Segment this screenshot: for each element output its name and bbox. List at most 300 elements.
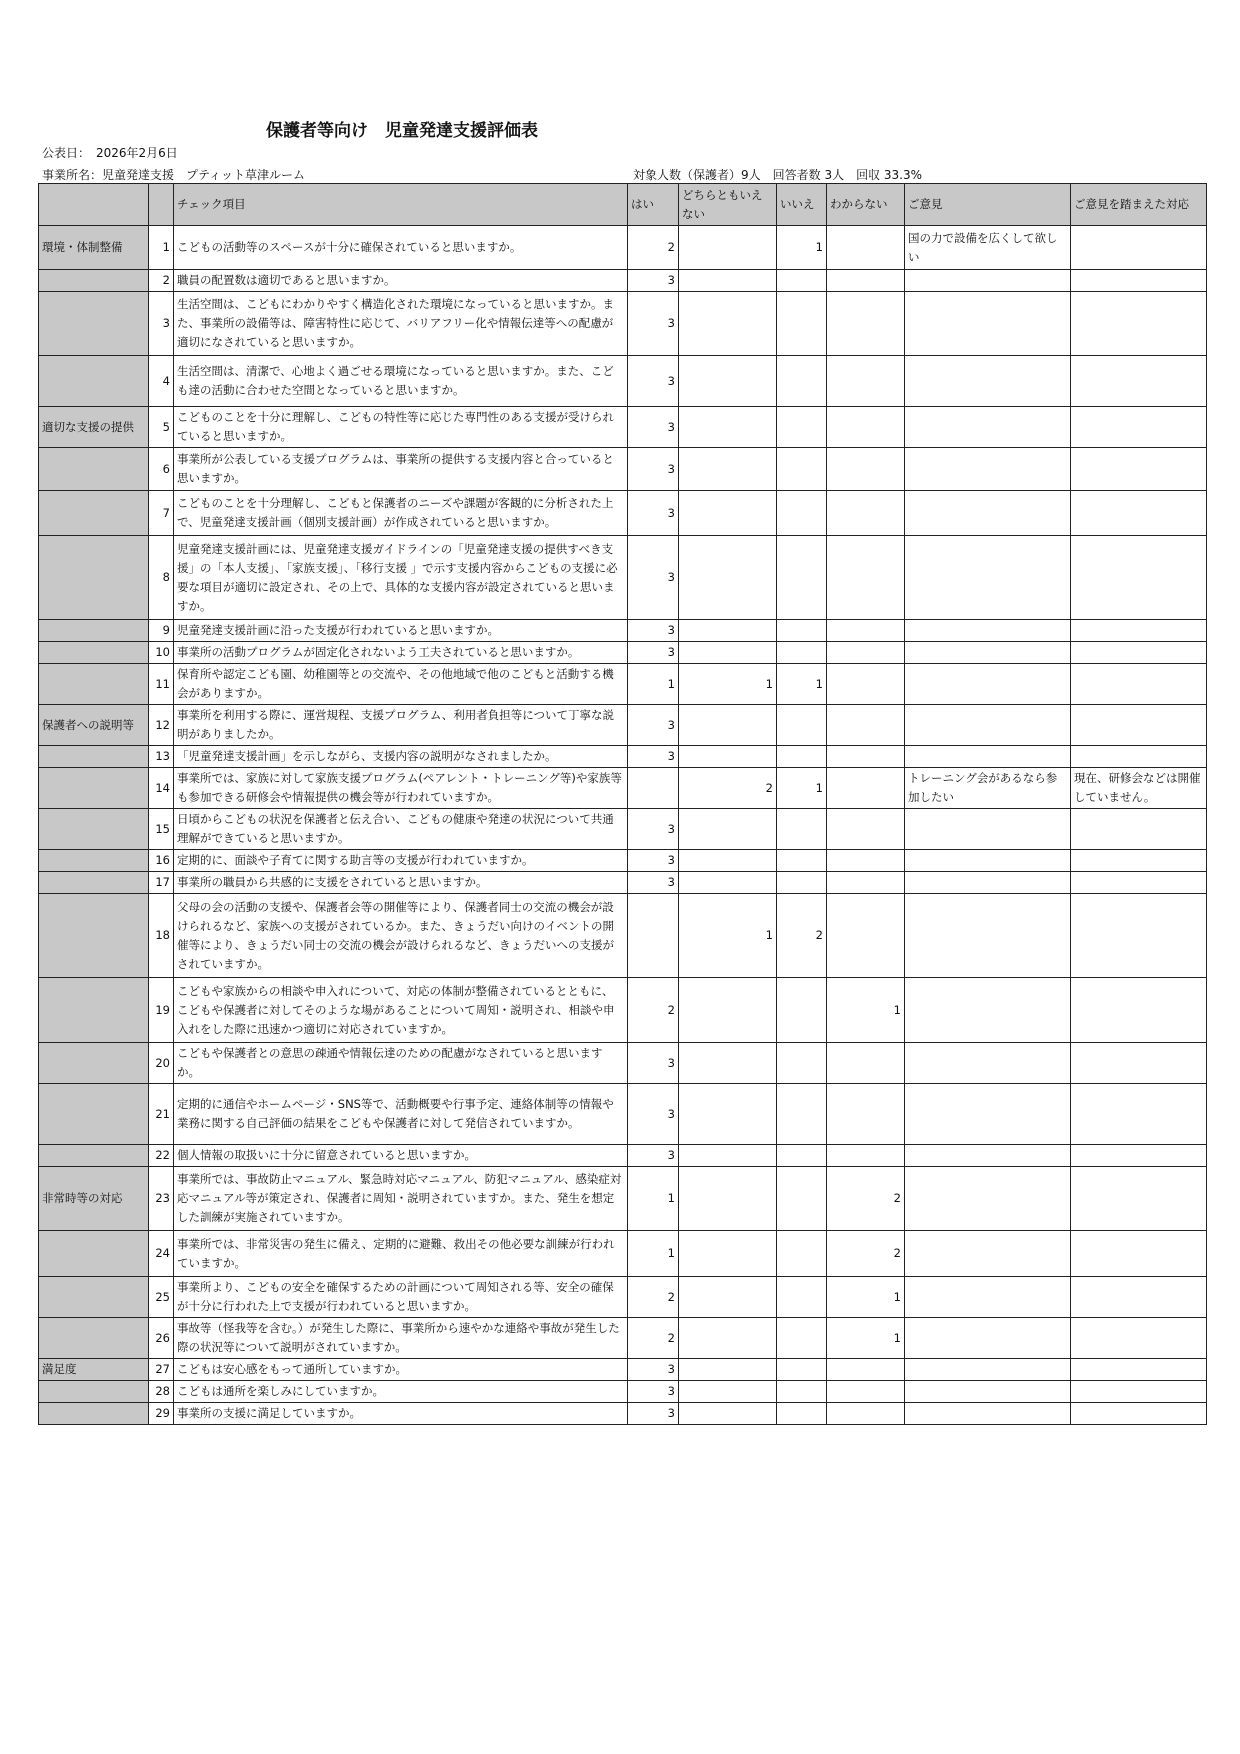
table-row (39, 620, 1207, 642)
item-number: 15 (149, 809, 174, 850)
opinion-cell (905, 270, 1071, 292)
table-row (39, 1231, 1207, 1277)
yes-count: 1 (628, 1167, 679, 1231)
neither-count (679, 1145, 777, 1167)
check-item-text: こどもや保護者との意思の疎通や情報伝達のための配慮がなされていると思いますか。 (174, 1043, 628, 1084)
neither-count (679, 1359, 777, 1381)
office-name: 事業所名：児童発達支援 プティット草津ルーム (42, 168, 306, 182)
unknown-count (827, 1359, 905, 1381)
check-item-text: 保育所や認定こども園、幼稚園等との交流や、その他地域で他のこどもと活動する機会がありますか。 (174, 664, 628, 705)
category-cell (39, 292, 149, 356)
item-number: 19 (149, 978, 174, 1043)
response-stats: 対象人数（保護者）9人 回答者数 3人 回収 33.3% (633, 168, 923, 182)
no-count (777, 1359, 827, 1381)
table-row (39, 1145, 1207, 1167)
neither-count: 1 (679, 664, 777, 705)
table-row (39, 536, 1207, 620)
table-row (39, 978, 1207, 1043)
neither-count: 1 (679, 894, 777, 978)
item-number: 8 (149, 536, 174, 620)
response-cell (1071, 746, 1207, 768)
neither-count (679, 1043, 777, 1084)
table-row (39, 705, 1207, 746)
header-opinion: ご意見 (905, 184, 1071, 226)
yes-count: 3 (628, 746, 679, 768)
item-number: 24 (149, 1231, 174, 1277)
opinion-cell (905, 894, 1071, 978)
neither-count (679, 809, 777, 850)
neither-count (679, 1318, 777, 1359)
item-number: 20 (149, 1043, 174, 1084)
unknown-count (827, 270, 905, 292)
table-row (39, 809, 1207, 850)
opinion-cell (905, 1231, 1071, 1277)
response-cell (1071, 850, 1207, 872)
category-cell (39, 356, 149, 407)
item-number: 17 (149, 872, 174, 894)
response-cell (1071, 620, 1207, 642)
opinion-cell (905, 809, 1071, 850)
no-count (777, 1043, 827, 1084)
opinion-cell (905, 491, 1071, 536)
yes-count: 3 (628, 407, 679, 448)
yes-count: 3 (628, 292, 679, 356)
yes-count: 1 (628, 1231, 679, 1277)
no-count (777, 705, 827, 746)
category-cell (39, 1145, 149, 1167)
response-cell (1071, 642, 1207, 664)
response-cell (1071, 809, 1207, 850)
response-cell (1071, 664, 1207, 705)
no-count (777, 292, 827, 356)
no-count (777, 642, 827, 664)
no-count: 2 (777, 894, 827, 978)
neither-count (679, 536, 777, 620)
opinion-cell (905, 1043, 1071, 1084)
check-item-text: 定期的に通信やホームページ・SNS等で、活動概要や行事予定、連絡体制等の情報や業務に関する自己評価の結果をこどもや保護者に対して発信されていますか。 (174, 1084, 628, 1145)
neither-count (679, 978, 777, 1043)
opinion-cell (905, 620, 1071, 642)
unknown-count: 1 (827, 1277, 905, 1318)
neither-count (679, 1231, 777, 1277)
opinion-cell (905, 1381, 1071, 1403)
opinion-cell (905, 746, 1071, 768)
table-row (39, 1167, 1207, 1231)
neither-count (679, 642, 777, 664)
publish-date: 公表日： 2026年2月6日 (42, 146, 178, 160)
unknown-count (827, 1145, 905, 1167)
header-unknown: わからない (827, 184, 905, 226)
check-item-text: 定期的に、面談や子育てに関する助言等の支援が行われていますか。 (174, 850, 628, 872)
yes-count: 2 (628, 1277, 679, 1318)
response-cell (1071, 1403, 1207, 1425)
no-count (777, 620, 827, 642)
category-cell: 環境・体制整備 (39, 226, 149, 270)
category-cell (39, 620, 149, 642)
opinion-cell (905, 850, 1071, 872)
item-number: 10 (149, 642, 174, 664)
neither-count (679, 705, 777, 746)
no-count (777, 1277, 827, 1318)
yes-count: 3 (628, 1145, 679, 1167)
item-number: 28 (149, 1381, 174, 1403)
unknown-count: 2 (827, 1167, 905, 1231)
yes-count (628, 768, 679, 809)
yes-count: 3 (628, 620, 679, 642)
yes-count (628, 894, 679, 978)
table-row (39, 270, 1207, 292)
unknown-count: 1 (827, 978, 905, 1043)
neither-count (679, 448, 777, 491)
response-cell (1071, 292, 1207, 356)
item-number: 22 (149, 1145, 174, 1167)
table-row (39, 1043, 1207, 1084)
yes-count: 1 (628, 664, 679, 705)
category-cell: 満足度 (39, 1359, 149, 1381)
check-item-text: 事業所の支援に満足していますか。 (174, 1403, 628, 1425)
table-row (39, 746, 1207, 768)
no-count: 1 (777, 226, 827, 270)
category-cell (39, 746, 149, 768)
neither-count (679, 872, 777, 894)
no-count (777, 491, 827, 536)
response-cell (1071, 894, 1207, 978)
unknown-count (827, 536, 905, 620)
unknown-count (827, 872, 905, 894)
yes-count: 3 (628, 1084, 679, 1145)
table-row (39, 407, 1207, 448)
yes-count: 2 (628, 1318, 679, 1359)
response-cell (1071, 978, 1207, 1043)
check-item-text: こどものことを十分理解し、こどもと保護者のニーズや課題が客観的に分析された上で、児童発達支援計画（個別支援計画）が作成されていると思いますか。 (174, 491, 628, 536)
unknown-count (827, 894, 905, 978)
check-item-text: 事業所の職員から共感的に支援をされていると思いますか。 (174, 872, 628, 894)
category-cell (39, 536, 149, 620)
category-cell: 保護者への説明等 (39, 705, 149, 746)
check-item-text: こどもの活動等のスペースが十分に確保されていると思いますか。 (174, 226, 628, 270)
check-item-text: 児童発達支援計画に沿った支援が行われていると思いますか。 (174, 620, 628, 642)
opinion-cell (905, 1403, 1071, 1425)
no-count (777, 1318, 827, 1359)
table-row (39, 894, 1207, 978)
yes-count: 3 (628, 1043, 679, 1084)
table-row (39, 1277, 1207, 1318)
neither-count (679, 491, 777, 536)
response-cell (1071, 1381, 1207, 1403)
table-row (39, 356, 1207, 407)
response-cell (1071, 705, 1207, 746)
unknown-count (827, 491, 905, 536)
check-item-text: 事業所では、家族に対して家族支援プログラム(ペアレント・トレーニング等)や家族等も参加できる研修会や情報提供の機会等が行われていますか。 (174, 768, 628, 809)
category-cell (39, 270, 149, 292)
neither-count (679, 356, 777, 407)
unknown-count (827, 1043, 905, 1084)
yes-count: 2 (628, 226, 679, 270)
opinion-cell (905, 978, 1071, 1043)
response-cell (1071, 448, 1207, 491)
no-count (777, 1145, 827, 1167)
opinion-cell (905, 664, 1071, 705)
unknown-count (827, 620, 905, 642)
response-cell (1071, 1145, 1207, 1167)
neither-count (679, 746, 777, 768)
unknown-count (827, 226, 905, 270)
neither-count (679, 407, 777, 448)
unknown-count (827, 356, 905, 407)
category-cell (39, 978, 149, 1043)
check-item-text: 児童発達支援計画には、児童発達支援ガイドラインの「児童発達支援の提供すべき支援」の「本人支援」、「家族支援」、「移行支援 」で示す支援内容からこどもの支援に必要な項目が適切に設定され、その上で、具体的な支援内容が設定されていると思いますか。 (174, 536, 628, 620)
no-count: 1 (777, 664, 827, 705)
response-cell (1071, 491, 1207, 536)
unknown-count (827, 768, 905, 809)
check-item-text: 生活空間は、清潔で、心地よく過ごせる環境になっていると思いますか。また、こども達の活動に合わせた空間となっていると思いますか。 (174, 356, 628, 407)
table-row (39, 1084, 1207, 1145)
page-title: 保護者等向け 児童発達支援評価表 (266, 121, 538, 141)
yes-count: 3 (628, 356, 679, 407)
header-number (149, 184, 174, 226)
opinion-cell (905, 1318, 1071, 1359)
unknown-count: 2 (827, 1231, 905, 1277)
category-cell: 非常時等の対応 (39, 1167, 149, 1231)
no-count (777, 850, 827, 872)
check-item-text: こどもは安心感をもって通所していますか。 (174, 1359, 628, 1381)
neither-count (679, 850, 777, 872)
category-cell (39, 850, 149, 872)
category-cell (39, 1403, 149, 1425)
item-number: 13 (149, 746, 174, 768)
neither-count (679, 270, 777, 292)
category-cell (39, 1381, 149, 1403)
unknown-count (827, 448, 905, 491)
yes-count: 3 (628, 491, 679, 536)
neither-count (679, 1403, 777, 1425)
header-check-item: チェック項目 (174, 184, 628, 226)
yes-count: 3 (628, 536, 679, 620)
yes-count: 3 (628, 705, 679, 746)
category-cell (39, 1084, 149, 1145)
yes-count: 3 (628, 448, 679, 491)
no-count (777, 356, 827, 407)
neither-count: 2 (679, 768, 777, 809)
unknown-count (827, 705, 905, 746)
unknown-count (827, 292, 905, 356)
item-number: 23 (149, 1167, 174, 1231)
no-count: 1 (777, 768, 827, 809)
item-number: 4 (149, 356, 174, 407)
check-item-text: 事業所より、こどもの安全を確保するための計画について周知される等、安全の確保が十分に行われた上で支援が行われていると思いますか。 (174, 1277, 628, 1318)
neither-count (679, 1381, 777, 1403)
category-cell (39, 1277, 149, 1318)
unknown-count (827, 407, 905, 448)
unknown-count (827, 1084, 905, 1145)
item-number: 11 (149, 664, 174, 705)
no-count (777, 270, 827, 292)
item-number: 3 (149, 292, 174, 356)
check-item-text: 事業所を利用する際に、運営規程、支援プログラム、利用者負担等について丁寧な説明がありましたか。 (174, 705, 628, 746)
check-item-text: 事業所では、非常災害の発生に備え、定期的に避難、救出その他必要な訓練が行われていますか。 (174, 1231, 628, 1277)
item-number: 25 (149, 1277, 174, 1318)
opinion-cell (905, 1277, 1071, 1318)
yes-count: 3 (628, 1381, 679, 1403)
header-category (39, 184, 149, 226)
response-cell (1071, 407, 1207, 448)
unknown-count: 1 (827, 1318, 905, 1359)
table-row (39, 1381, 1207, 1403)
item-number: 6 (149, 448, 174, 491)
yes-count: 3 (628, 1403, 679, 1425)
opinion-cell (905, 1084, 1071, 1145)
opinion-cell (905, 407, 1071, 448)
table-row (39, 872, 1207, 894)
check-item-text: 事業所が公表している支援プログラムは、事業所の提供する支援内容と合っていると思いますか。 (174, 448, 628, 491)
header-response: ご意見を踏まえた対応 (1071, 184, 1207, 226)
unknown-count (827, 809, 905, 850)
check-item-text: こどもは通所を楽しみにしていますか。 (174, 1381, 628, 1403)
opinion-cell (905, 1145, 1071, 1167)
category-cell (39, 642, 149, 664)
table-row (39, 1403, 1207, 1425)
table-row (39, 850, 1207, 872)
item-number: 26 (149, 1318, 174, 1359)
opinion-cell (905, 872, 1071, 894)
table-row (39, 1318, 1207, 1359)
no-count (777, 407, 827, 448)
check-item-text: 個人情報の取扱いに十分に留意されていると思いますか。 (174, 1145, 628, 1167)
no-count (777, 1403, 827, 1425)
category-cell (39, 1231, 149, 1277)
item-number: 7 (149, 491, 174, 536)
no-count (777, 448, 827, 491)
response-cell (1071, 1084, 1207, 1145)
check-item-text: 事故等（怪我等を含む。）が発生した際に、事業所から速やかな連絡や事故が発生した際の状況等について説明がされていますか。 (174, 1318, 628, 1359)
response-cell (1071, 1231, 1207, 1277)
yes-count: 3 (628, 1359, 679, 1381)
check-item-text: 事業所では、事故防止マニュアル、緊急時対応マニュアル、防犯マニュアル、感染症対応マニュアル等が策定され、保護者に周知・説明されていますか。また、発生を想定した訓練が実施されていますか。 (174, 1167, 628, 1231)
response-cell (1071, 536, 1207, 620)
no-count (777, 1167, 827, 1231)
item-number: 21 (149, 1084, 174, 1145)
unknown-count (827, 1381, 905, 1403)
opinion-cell (905, 1359, 1071, 1381)
table-row (39, 642, 1207, 664)
opinion-cell (905, 292, 1071, 356)
yes-count: 3 (628, 850, 679, 872)
yes-count: 2 (628, 978, 679, 1043)
opinion-cell (905, 448, 1071, 491)
category-cell: 適切な支援の提供 (39, 407, 149, 448)
category-cell (39, 768, 149, 809)
table-header-row (39, 184, 1207, 226)
check-item-text: 生活空間は、こどもにわかりやすく構造化された環境になっていると思いますか。また、事業所の設備等は、障害特性に応じて、バリアフリー化や情報伝達等への配慮が適切になされていると思いますか。 (174, 292, 628, 356)
item-number: 27 (149, 1359, 174, 1381)
item-number: 5 (149, 407, 174, 448)
no-count (777, 1084, 827, 1145)
evaluation-table (38, 183, 1207, 1425)
yes-count: 3 (628, 872, 679, 894)
response-cell (1071, 270, 1207, 292)
check-item-text: 「児童発達支援計画」を示しながら、支援内容の説明がなされましたか。 (174, 746, 628, 768)
opinion-cell: トレーニング会があるなら参加したい (905, 768, 1071, 809)
yes-count: 3 (628, 809, 679, 850)
check-item-text: 職員の配置数は適切であると思いますか。 (174, 270, 628, 292)
table-row (39, 768, 1207, 809)
table-row (39, 1359, 1207, 1381)
yes-count: 3 (628, 270, 679, 292)
item-number: 18 (149, 894, 174, 978)
unknown-count (827, 850, 905, 872)
opinion-cell (905, 356, 1071, 407)
opinion-cell (905, 1167, 1071, 1231)
opinion-cell (905, 536, 1071, 620)
table-row (39, 664, 1207, 705)
category-cell (39, 872, 149, 894)
unknown-count (827, 1403, 905, 1425)
item-number: 12 (149, 705, 174, 746)
table-row (39, 448, 1207, 491)
response-cell (1071, 1167, 1207, 1231)
item-number: 14 (149, 768, 174, 809)
no-count (777, 872, 827, 894)
check-item-text: 父母の会の活動の支援や、保護者会等の開催等により、保護者同士の交流の機会が設けられるなど、家族への支援がされているか。また、きょうだい向けのイベントの開催等により、きょうだい同士の交流の機会が設けられるなど、きょうだいへの支援がされていますか。 (174, 894, 628, 978)
item-number: 29 (149, 1403, 174, 1425)
unknown-count (827, 746, 905, 768)
check-item-text: こどもや家族からの相談や申入れについて、対応の体制が整備されているとともに、こどもや保護者に対してそのような場があることについて周知・説明され、相談や申入れをした際に迅速かつ適切に対応されていますか。 (174, 978, 628, 1043)
category-cell (39, 1043, 149, 1084)
opinion-cell (905, 705, 1071, 746)
response-cell (1071, 1318, 1207, 1359)
response-cell: 現在、研修会などは開催していません。 (1071, 768, 1207, 809)
category-cell (39, 491, 149, 536)
no-count (777, 978, 827, 1043)
unknown-count (827, 642, 905, 664)
no-count (777, 809, 827, 850)
check-item-text: 事業所の活動プログラムが固定化されないよう工夫されていると思いますか。 (174, 642, 628, 664)
response-cell (1071, 226, 1207, 270)
response-cell (1071, 1043, 1207, 1084)
neither-count (679, 620, 777, 642)
check-item-text: 日頃からこどもの状況を保護者と伝え合い、こどもの健康や発達の状況について共通理解ができていると思いますか。 (174, 809, 628, 850)
header-no: いいえ (777, 184, 827, 226)
neither-count (679, 1277, 777, 1318)
opinion-cell (905, 642, 1071, 664)
no-count (777, 746, 827, 768)
item-number: 16 (149, 850, 174, 872)
yes-count: 3 (628, 642, 679, 664)
header-neither: どちらともいえない (679, 184, 777, 226)
no-count (777, 1231, 827, 1277)
table-row (39, 292, 1207, 356)
response-cell (1071, 1359, 1207, 1381)
neither-count (679, 226, 777, 270)
no-count (777, 536, 827, 620)
category-cell (39, 664, 149, 705)
response-cell (1071, 1277, 1207, 1318)
neither-count (679, 1167, 777, 1231)
table-row (39, 226, 1207, 270)
category-cell (39, 894, 149, 978)
check-item-text: こどものことを十分に理解し、こどもの特性等に応じた専門性のある支援が受けられていると思いますか。 (174, 407, 628, 448)
neither-count (679, 1084, 777, 1145)
item-number: 2 (149, 270, 174, 292)
response-cell (1071, 872, 1207, 894)
unknown-count (827, 664, 905, 705)
category-cell (39, 448, 149, 491)
no-count (777, 1381, 827, 1403)
item-number: 1 (149, 226, 174, 270)
response-cell (1071, 356, 1207, 407)
header-yes: はい (628, 184, 679, 226)
category-cell (39, 809, 149, 850)
